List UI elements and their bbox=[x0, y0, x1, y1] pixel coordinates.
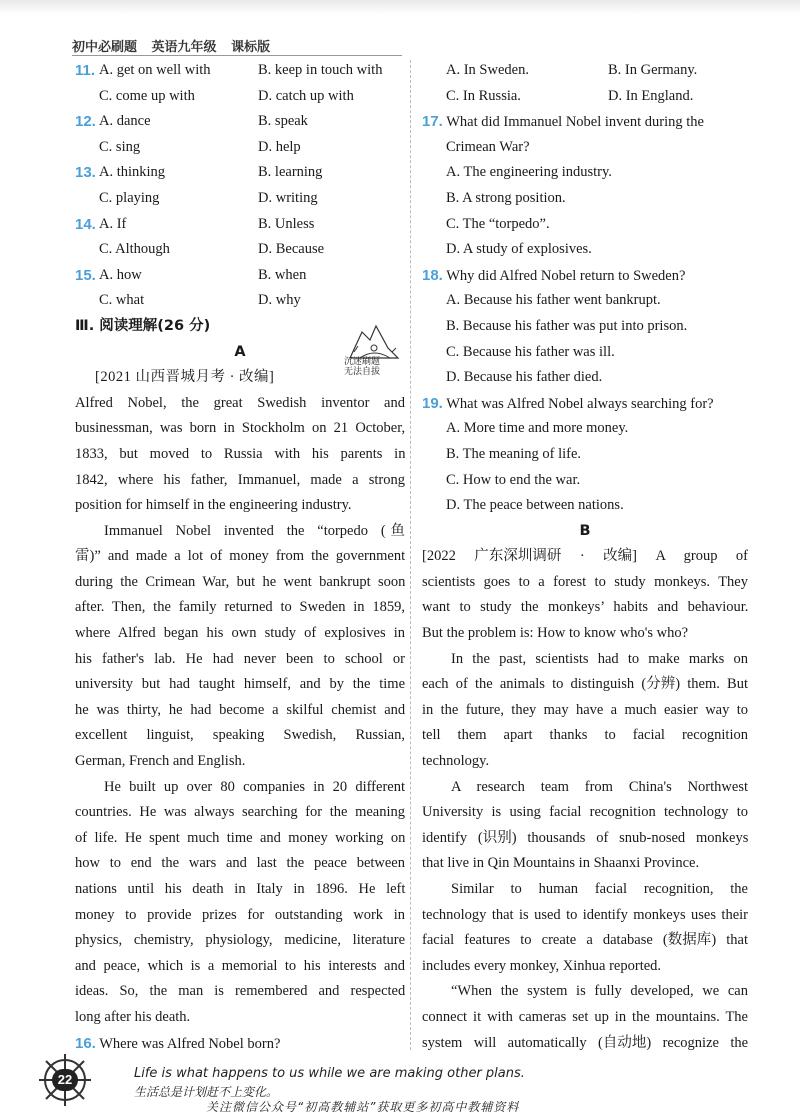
option-b[interactable]: B. Because his father was put into prison. bbox=[446, 317, 688, 334]
option-a[interactable]: A. The engineering industry. bbox=[446, 164, 612, 181]
passage-line: businessman, was born in Stockholm on 21 October, bbox=[75, 420, 406, 437]
passage-line: identify (识别) thousands of snub-nosed monkeys bbox=[422, 829, 749, 846]
passage-line: after. Then, the family returned to Sweden in 1859, bbox=[75, 599, 405, 616]
passage-line: German, French and English. bbox=[75, 753, 246, 770]
passage-line: technology. bbox=[422, 753, 490, 770]
option-d[interactable]: D. Because bbox=[258, 241, 325, 258]
option-c[interactable]: C. playing bbox=[99, 189, 160, 206]
passage-line: tell them apart thanks to facial recognition bbox=[422, 727, 748, 744]
passage-line: position for himself in the engineering industry. bbox=[75, 497, 352, 514]
cloze-options-row bbox=[75, 135, 405, 161]
question-number: 12. bbox=[75, 113, 96, 131]
question-text: What did Immanuel Nobel invent during the bbox=[446, 114, 704, 131]
option-c[interactable]: C. Because his father was ill. bbox=[446, 343, 615, 360]
passage-line: Similar to human facial recognition, the bbox=[451, 881, 748, 897]
option-c[interactable]: C. How to end the war. bbox=[446, 471, 581, 488]
footer-quote-cn: 生活总是计划赶不上变化。 bbox=[134, 1085, 279, 1099]
option-b[interactable]: B. The meaning of life. bbox=[446, 445, 582, 462]
passage-line: how to end the wars and last the peace between bbox=[75, 855, 405, 872]
option-d[interactable]: D. In England. bbox=[608, 87, 694, 104]
passage-line: 1833, but moved to Russia with his parents in bbox=[75, 445, 406, 462]
question-number: 16. bbox=[75, 1034, 96, 1052]
passage-line: money to provide prizes for outstanding work in bbox=[75, 906, 405, 923]
option-d[interactable]: D. writing bbox=[258, 189, 318, 206]
column-divider bbox=[410, 60, 411, 1050]
passage-line: connect it with cameras set up in the mountains. The bbox=[422, 1008, 748, 1025]
option-a[interactable]: A. In Sweden. bbox=[446, 62, 529, 78]
passage-line: and peace, which is a memorial to his interests and bbox=[75, 957, 405, 974]
option-a[interactable]: A. how bbox=[99, 266, 142, 283]
subject-title: 英语九年级 bbox=[151, 40, 217, 55]
passage-line: he was thirty, he had become a skilful chemist and bbox=[75, 701, 406, 718]
question-text: Where was Alfred Nobel born? bbox=[99, 1035, 281, 1052]
option-d[interactable]: D. catch up with bbox=[258, 87, 354, 104]
option-d[interactable]: D. A study of explosives. bbox=[446, 241, 592, 258]
option-d[interactable]: D. help bbox=[258, 138, 301, 155]
option-a[interactable]: A. thinking bbox=[99, 164, 166, 181]
footer-wechat-note: 关注微信公众号“初高教辅站”获取更多初高中教辅资料 bbox=[206, 1100, 520, 1114]
option-a[interactable]: A. If bbox=[99, 215, 127, 232]
question-number: 18. bbox=[422, 266, 443, 284]
passage-b-label: B bbox=[579, 522, 591, 539]
option-b[interactable]: B. speak bbox=[258, 113, 308, 130]
passage-line: [2022 广东深圳调研 · 改编] A group of bbox=[422, 548, 748, 565]
passage-a-text bbox=[75, 391, 405, 1031]
cloze-options bbox=[75, 58, 405, 314]
header-rule bbox=[72, 55, 402, 56]
cloze-options-row bbox=[75, 237, 405, 263]
passage-line: long after his death. bbox=[75, 1008, 191, 1025]
passage-line: want to study the monkeys’ habits and behaviour. bbox=[422, 599, 749, 616]
cloze-options-row bbox=[75, 58, 405, 84]
passage-line: university but had taught himself, and by the time bbox=[75, 676, 405, 693]
cloze-options-row bbox=[75, 212, 405, 238]
option-c[interactable]: C. The “torpedo”. bbox=[446, 215, 550, 232]
question-number: 14. bbox=[75, 215, 96, 233]
left-column bbox=[75, 58, 405, 1056]
passage-line: scientists goes to a forest to study monkeys. They bbox=[422, 573, 748, 590]
passage-line: University is using facial recognition technology to bbox=[422, 804, 749, 821]
question-number: 11. bbox=[75, 62, 96, 79]
edition-title: 课标版 bbox=[231, 40, 271, 55]
question-19 bbox=[422, 391, 748, 417]
question-number: 17. bbox=[422, 113, 443, 131]
option-c[interactable]: C. come up with bbox=[99, 87, 195, 104]
question-16 bbox=[75, 1031, 405, 1057]
passage-line: 雷)” and made a lot of money from the government bbox=[75, 548, 406, 565]
question-text: Why did Alfred Nobel return to Sweden? bbox=[446, 267, 686, 284]
option-b[interactable]: B. A strong position. bbox=[446, 189, 566, 206]
option-c[interactable]: C. In Russia. bbox=[446, 87, 521, 104]
passage-line: that live in Qin Mountains in Shaanxi Province. bbox=[422, 855, 700, 872]
question-number: 15. bbox=[75, 266, 96, 284]
mascot-caption-line: 沉迷刷题 bbox=[344, 357, 381, 367]
option-d[interactable]: D. Because his father died. bbox=[446, 369, 603, 386]
passage-line: excellent linguist, speaking Swedish, Russian, bbox=[75, 727, 405, 744]
page-number: 22 bbox=[52, 1069, 78, 1091]
question-number: 13. bbox=[75, 164, 96, 182]
question-17 bbox=[422, 109, 748, 135]
option-a[interactable]: A. Because his father went bankrupt. bbox=[446, 292, 661, 309]
passage-line: 1842, where his father, Immanuel, made a strong bbox=[75, 471, 405, 488]
passage-line: system will automatically (自动地) recognize the bbox=[422, 1034, 749, 1051]
passage-line: during the Crimean War, but he went bankrupt soon bbox=[75, 573, 406, 590]
passage-line: each of the animals to distinguish (分辨) them. But bbox=[422, 676, 748, 693]
option-c[interactable]: C. Although bbox=[99, 241, 170, 258]
passage-line: ideas. So, the man is remembered and respected bbox=[75, 983, 406, 1000]
passage-line: in the future, they may have a much easier way to bbox=[422, 701, 748, 718]
passage-line: includes every monkey, Xinhua reported. bbox=[422, 957, 662, 974]
passage-line: his father's lab. He had never been to school or bbox=[75, 650, 405, 667]
q16-options-row bbox=[422, 58, 748, 84]
option-b[interactable]: B. when bbox=[258, 266, 307, 283]
question-text: What was Alfred Nobel always searching for? bbox=[446, 395, 714, 412]
page-header bbox=[72, 36, 280, 55]
cloze-options-row bbox=[75, 160, 405, 186]
right-column bbox=[422, 58, 748, 1056]
passage-line: A research team from China's Northwest bbox=[451, 778, 748, 795]
passage-line: But the problem is: How to know who's who? bbox=[422, 625, 689, 642]
passage-line: “When the system is fully developed, we can bbox=[451, 983, 748, 1000]
passage-line: nations until his death in Italy in 1896. He left bbox=[75, 881, 406, 897]
question-text-cont: Crimean War? bbox=[446, 138, 530, 155]
passage-line: Alfred Nobel, the great Swedish inventor and bbox=[75, 394, 405, 411]
option-d[interactable]: D. why bbox=[258, 292, 301, 309]
option-b[interactable]: B. keep in touch with bbox=[258, 62, 383, 78]
passage-line: Immanuel Nobel invented the “torpedo (鱼 bbox=[104, 522, 405, 539]
option-b[interactable]: B. learning bbox=[258, 164, 323, 181]
footer-quote-en: Life is what happens to us while we are making other plans. bbox=[134, 1066, 525, 1081]
book-title: 初中必刷题 bbox=[72, 40, 138, 55]
question-18 bbox=[422, 263, 748, 289]
passage-line: countries. He was always searching for the meaning bbox=[75, 804, 405, 821]
cloze-options-row bbox=[75, 84, 405, 110]
q16-options-row bbox=[422, 84, 748, 110]
question-number: 19. bbox=[422, 394, 443, 412]
option-c[interactable]: C. what bbox=[99, 292, 145, 309]
passage-a-label: A bbox=[234, 343, 246, 360]
option-c[interactable]: C. sing bbox=[99, 138, 141, 155]
passage-line: In the past, scientists had to make marks on bbox=[451, 650, 748, 667]
top-edge bbox=[0, 0, 800, 14]
option-d[interactable]: D. The peace between nations. bbox=[446, 497, 624, 514]
passage-b-text bbox=[422, 544, 748, 1056]
passage-line: facial features to create a database (数据库) that bbox=[422, 932, 748, 949]
option-a[interactable]: A. get on well with bbox=[99, 62, 211, 78]
option-a[interactable]: A. More time and more money. bbox=[446, 420, 629, 437]
passage-a-source: [2021 山西晋城月考 · 改编] bbox=[95, 369, 275, 386]
cloze-options-row bbox=[75, 186, 405, 212]
option-b[interactable]: B. Unless bbox=[258, 215, 315, 232]
mascot-caption-line: 无法自拔 bbox=[344, 367, 381, 377]
passage-line: of life. He spent much time and money working on bbox=[75, 829, 406, 846]
passage-line: He built up over 80 companies in 20 different bbox=[104, 778, 405, 795]
cloze-options-row bbox=[75, 109, 405, 135]
passage-line: where Alfred began his own study of explosives in bbox=[75, 625, 405, 642]
section-heading: Ⅲ. 阅读理解(26 分) bbox=[75, 317, 211, 334]
passage-line: technology that is used to identify monkeys uses their bbox=[422, 906, 748, 923]
cloze-options-row bbox=[75, 263, 405, 289]
mascot-caption bbox=[344, 357, 380, 377]
cloze-options-row bbox=[75, 288, 405, 314]
option-b[interactable]: B. In Germany. bbox=[608, 62, 698, 78]
passage-line: physics, chemistry, physiology, medicine, literature bbox=[75, 932, 405, 949]
option-a[interactable]: A. dance bbox=[99, 113, 151, 130]
